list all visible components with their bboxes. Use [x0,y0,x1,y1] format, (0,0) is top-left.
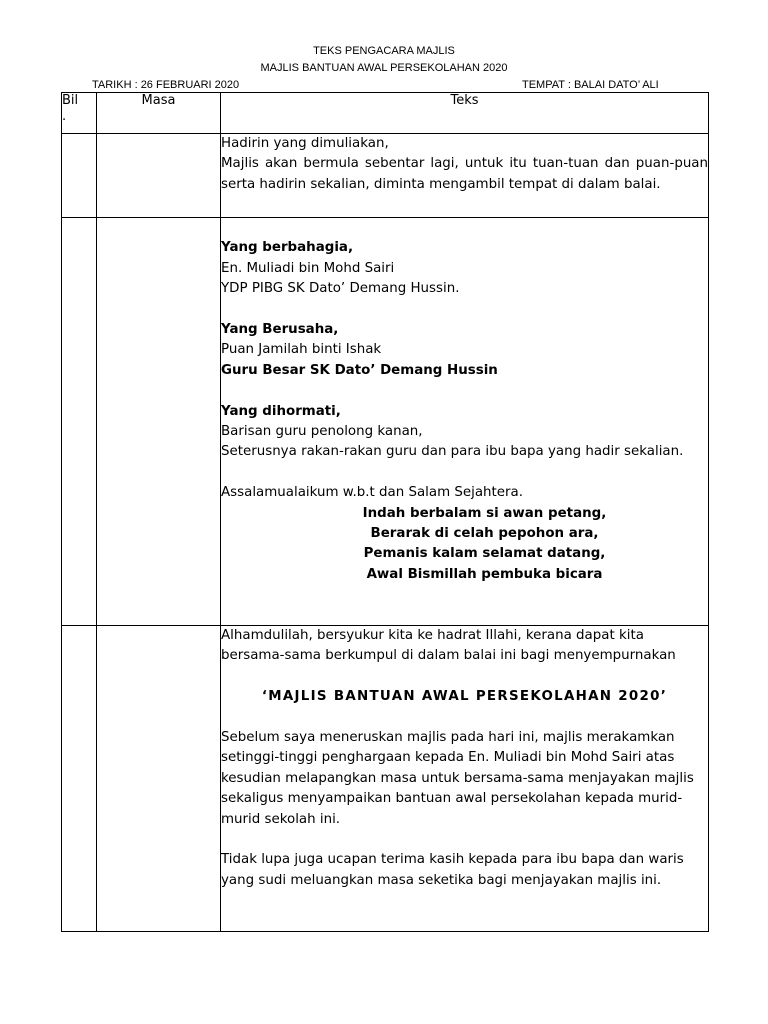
intro-text: Alhamdulilah, bersyukur kita ke hadrat Illahi, kerana dapat kita bersama-sama berkumpul di dalam balai ini bagi menyempurnakan [221,628,676,664]
table-row [62,626,709,932]
pantun-line: Indah berbalam si awan petang, [362,505,607,521]
column-header-masa: Masa [97,93,221,134]
greeting-title: Yang berbahagia, [221,240,354,256]
masa-cell [97,626,221,932]
greeting-line: Seterusnya rakan-rakan guru dan para ibu bapa yang hadir sekalian. [221,444,684,460]
masa-cell [97,218,221,626]
pantun-line: Berarak di celah pepohon ara, [370,526,599,542]
greeting-name: En. Muliadi bin Mohd Sairi [221,260,395,276]
greeting-role: YDP PIBG SK Dato’ Demang Hussin. [221,281,460,297]
table-row [62,134,709,218]
bil-cell [62,134,97,218]
table-row [62,218,709,626]
masa-cell [97,134,221,218]
teks-cell [221,134,709,218]
teks-cell [221,218,709,626]
bil-label: Bil [62,93,79,108]
event-date: TARIKH : 26 FEBRUARI 2020 [92,79,240,91]
event-venue: TEMPAT : BALAI DATO’ ALI [522,79,659,91]
document-subtitle: MAJLIS BANTUAN AWAL PERSEKOLAHAN 2020 [260,62,508,74]
script-table [61,92,709,932]
row1-greeting: Hadirin yang dimuliakan, [221,136,389,151]
bil-cell [62,626,97,932]
document-title: TEKS PENGACARA MAJLIS [313,45,455,57]
bil-cell [62,218,97,626]
greeting-role: Guru Besar SK Dato’ Demang Hussin [221,362,498,378]
greeting-title: Yang dihormati, [221,403,341,419]
table-header-row [62,93,709,134]
pantun-line: Awal Bismillah pembuka bicara [366,566,603,582]
column-header-teks: Teks [221,93,709,134]
thanks-paragraph: Tidak lupa juga ucapan terima kasih kepada para ibu bapa dan waris yang sudi meluangkan masa seketika bagi menjayakan majlis ini. [221,852,684,888]
salam-text: Assalamualaikum w.b.t dan Salam Sejahtera. [221,485,523,501]
greeting-title: Yang Berusaha, [221,322,339,337]
row1-notice: Majlis akan bermula sebentar lagi, untuk itu tuan-tuan dan puan-puan serta hadirin sekalian, diminta mengambil tempat di dalam balai. [221,156,708,192]
teks-cell [221,626,709,932]
bil-dot: . [62,109,67,124]
column-header-bil [62,93,97,134]
greeting-line: Barisan guru penolong kanan, [221,424,423,440]
greeting-name: Puan Jamilah binti Ishak [221,342,382,358]
pantun-line: Pemanis kalam selamat datang, [363,546,606,562]
appreciation-paragraph: Sebelum saya meneruskan majlis pada hari ini, majlis merakamkan setinggi-tinggi penghargaan kepada En. Muliadi bin Mohd Sairi atas kesudian melapangkan masa untuk bersama-sama menjayakan majlis sekaligus menyampaikan bantuan awal persekolahan kepada murid-murid sekolah ini. [221,730,694,827]
event-name: ‘MAJLIS BANTUAN AWAL PERSEKOLAHAN 2020’ [261,689,668,705]
